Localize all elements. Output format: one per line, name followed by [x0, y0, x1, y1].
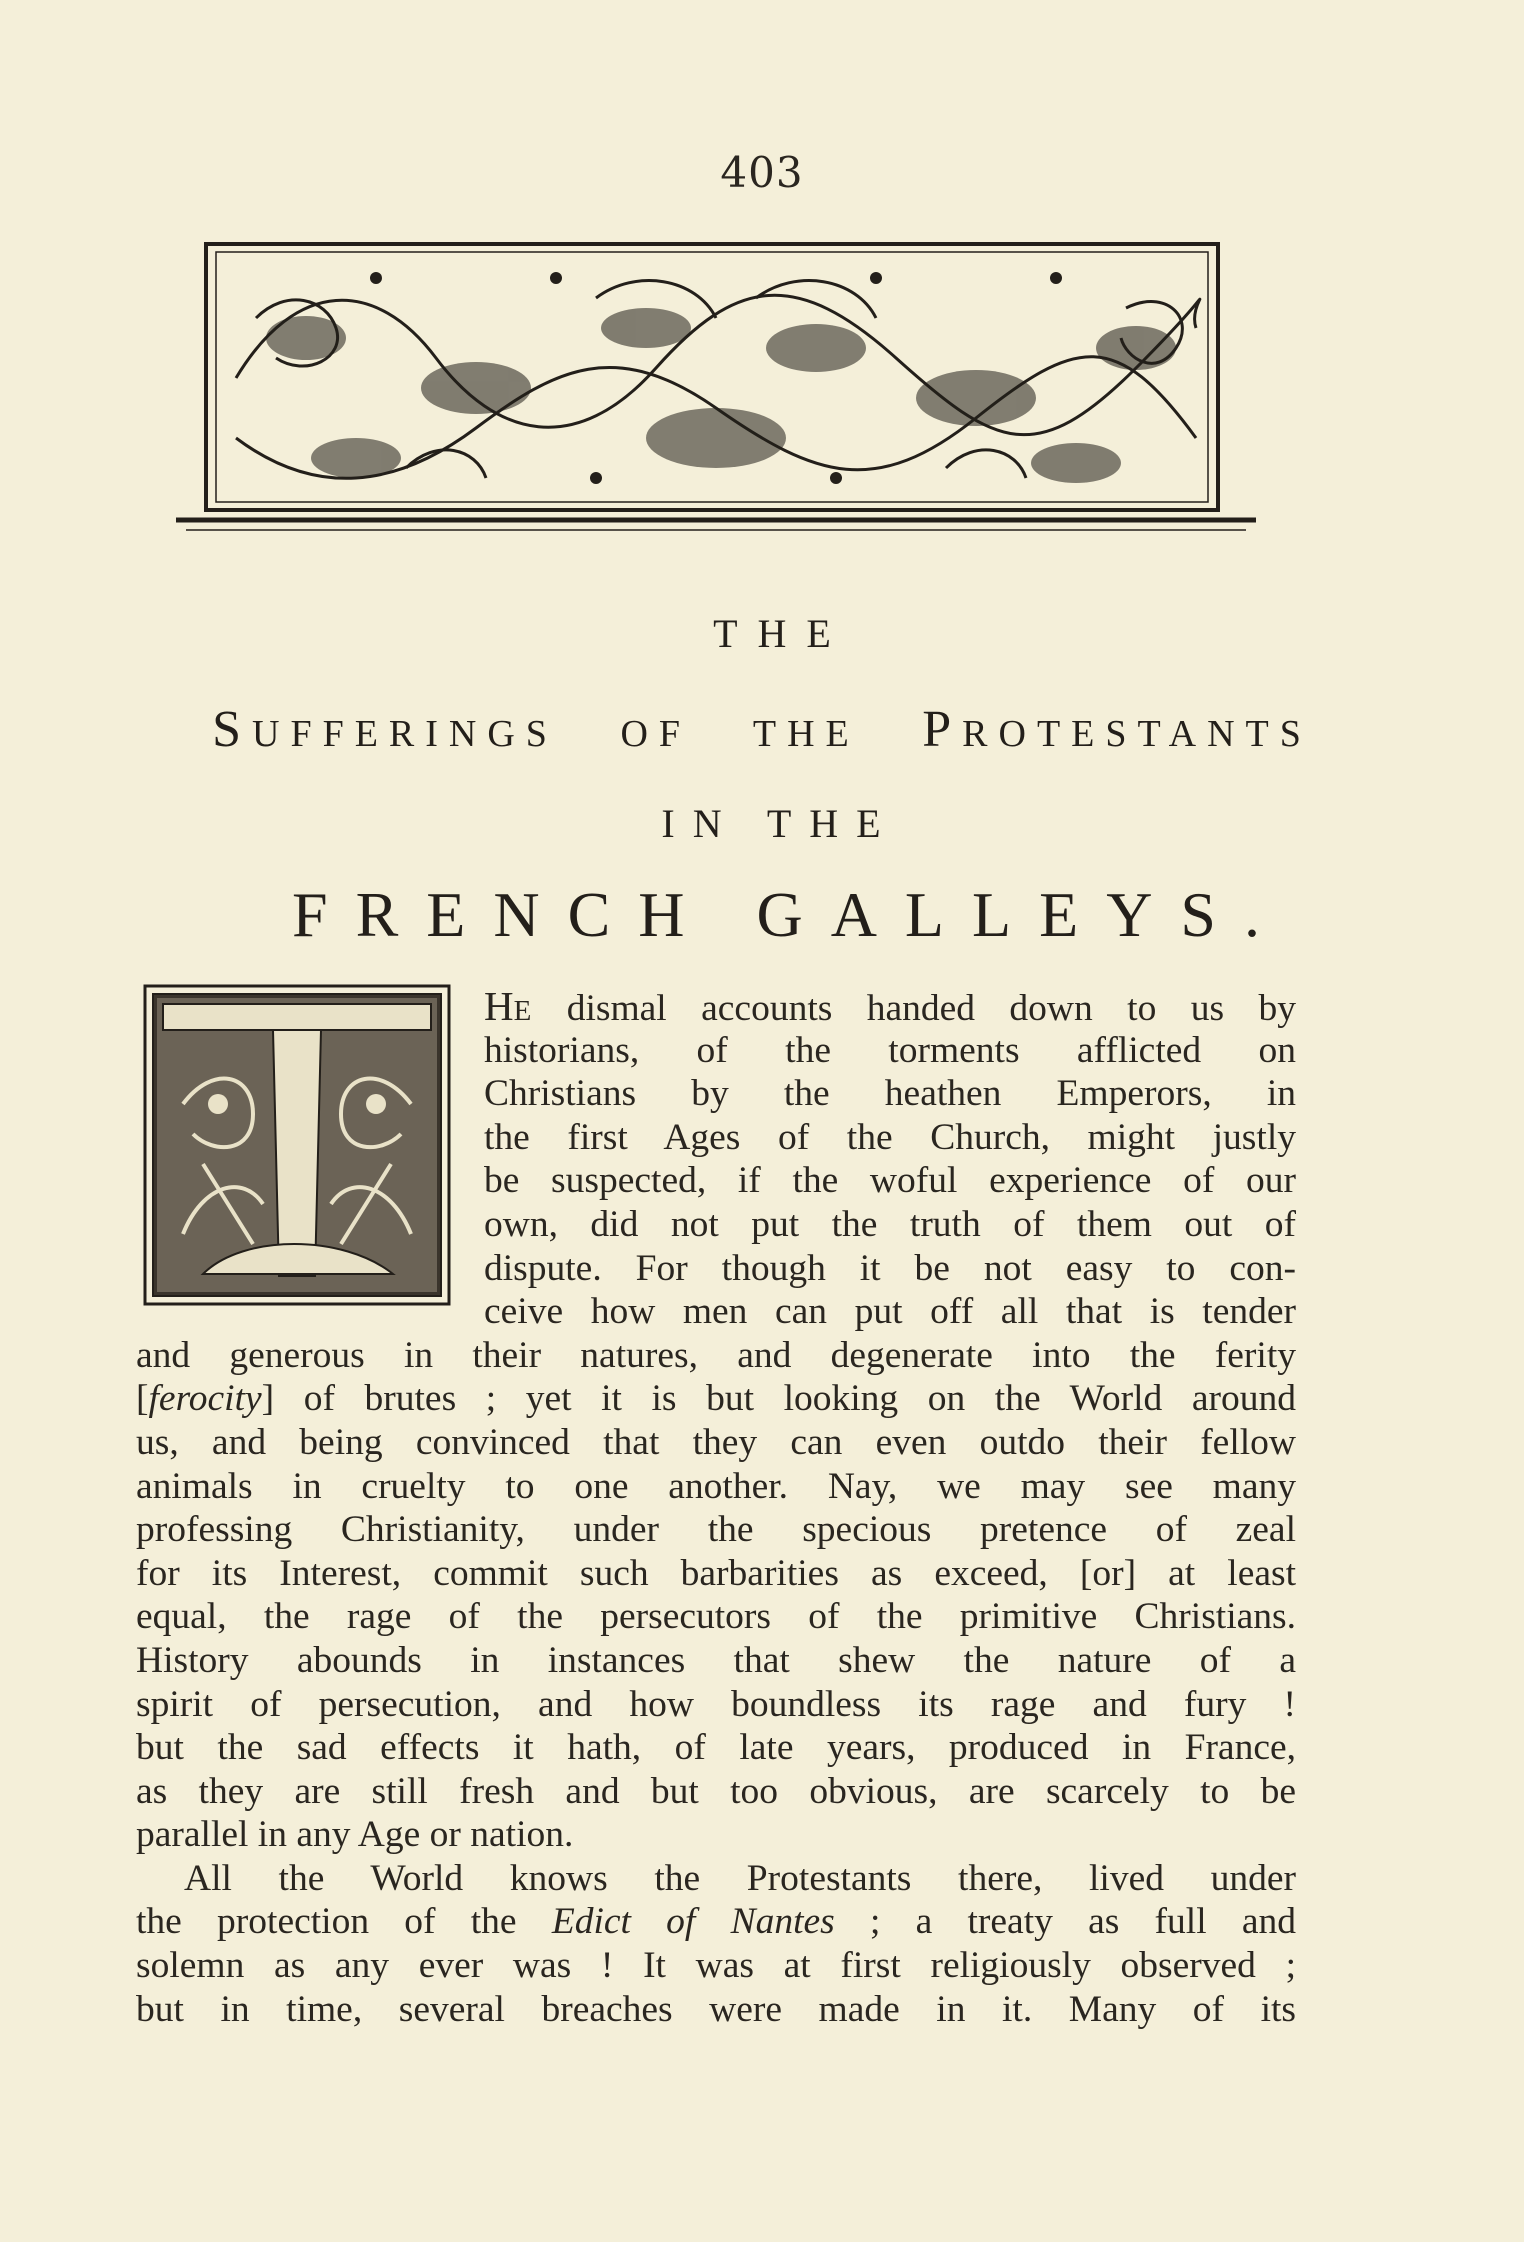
body-line: All the World knows the Protestants there, lived under — [184, 1857, 1296, 1899]
title-line-sufferings — [0, 700, 1524, 759]
body-line: Christians by the heathen Emperors, in — [484, 1073, 1296, 1115]
body-line: but the sad effects it hath, of late years, produced in France, — [136, 1727, 1296, 1769]
gloss-ferocity: ferocity — [148, 1378, 262, 1420]
body-line: solemn as any ever was ! It was at first religiously observed ; — [136, 1945, 1296, 1987]
body-line: own, did not put the truth of them out of — [484, 1203, 1296, 1245]
body-line: dispute. For though it be not easy to con- — [484, 1247, 1296, 1289]
title-line-in-the: IN THE — [661, 801, 899, 846]
body-line: but in time, several breaches were made in it. Many of its — [136, 1988, 1296, 2030]
body-line: the protection of the Edict of Nantes ; a treaty as full and — [136, 1901, 1296, 1943]
page-number: 403 — [720, 148, 804, 197]
title-word-protestants: PROTESTANTS — [922, 701, 1312, 758]
body-line: parallel in any Age or nation. — [136, 1814, 574, 1856]
title-word-of: OF — [620, 713, 692, 755]
title-word-the: THE — [752, 713, 860, 755]
body-line: historians, of the torments afflicted on — [484, 1029, 1296, 1071]
body-line: HE dismal accounts handed down to us by — [484, 983, 1296, 1029]
title-line-french-galleys: FRENCH GALLEYS. — [291, 879, 1289, 950]
body-line: and generous in their natures, and degenerate into the ferity — [136, 1334, 1296, 1376]
body-line: animals in cruelty to one another. Nay, we may see many — [136, 1465, 1296, 1507]
body-line: as they are still fresh and but too obvious, are scarcely to be — [136, 1770, 1296, 1812]
edict-of-nantes: Edict of Nantes — [551, 1901, 835, 1943]
body-text — [136, 985, 1296, 2031]
title-word-sufferings: SUFFERINGS — [212, 701, 558, 758]
body-line: [ferocity] of brutes ; yet it is but looking on the World around — [136, 1378, 1296, 1420]
body-line: spirit of persecution, and how boundless its rage and fury ! — [136, 1683, 1296, 1725]
body-line: professing Christianity, under the specious pretence of zeal — [136, 1509, 1296, 1551]
body-line: ceive how men can put off all that is tender — [484, 1291, 1296, 1333]
body-line: History abounds in instances that shew the nature of a — [136, 1639, 1296, 1681]
body-line: equal, the rage of the persecutors of the primitive Christians. — [136, 1596, 1296, 1638]
body-line: us, and being convinced that they can even outdo their fellow — [136, 1421, 1296, 1463]
floral-headpiece-icon — [176, 238, 1256, 540]
body-line: be suspected, if the woful experience of our — [484, 1160, 1296, 1202]
title-line-the: THE — [713, 611, 851, 656]
body-line: for its Interest, commit such barbarities as exceed, [or] at least — [136, 1552, 1296, 1594]
body-line: the first Ages of the Church, might justly — [484, 1116, 1296, 1158]
